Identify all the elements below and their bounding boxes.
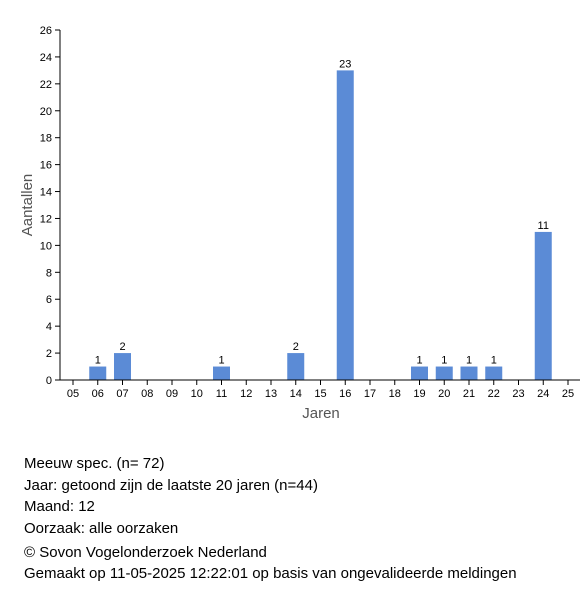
- y-tick-label: 20: [39, 105, 52, 118]
- bar: [287, 353, 304, 380]
- x-tick-label: 21: [462, 388, 476, 400]
- info-block: [24, 453, 318, 539]
- x-tick-label: 19: [413, 388, 426, 400]
- bar-value-label: 1: [441, 354, 448, 367]
- x-tick-label: 24: [537, 388, 550, 400]
- x-tick-label: 16: [339, 388, 352, 400]
- x-tick-label: 20: [438, 388, 451, 400]
- x-tick-label: 05: [66, 388, 80, 400]
- y-tick-label: 6: [45, 294, 52, 307]
- y-tick-label: 0: [45, 375, 52, 387]
- bar: [213, 367, 230, 380]
- bar-labels-group: [95, 58, 549, 366]
- bar-value-label: 1: [465, 354, 473, 367]
- cause-line: Oorzaak: alle oorzaken: [24, 519, 179, 537]
- y-tick-label: 24: [39, 51, 52, 64]
- species-line: Meeuw spec. (n= 72): [24, 455, 165, 472]
- copyright-line: © Sovon Vogelonderzoek Nederland: [24, 544, 267, 561]
- x-tick-label: 22: [487, 388, 500, 400]
- y-tick-label: 12: [39, 213, 52, 226]
- x-tick-label: 08: [141, 388, 154, 400]
- bar-value-label: 1: [218, 354, 225, 367]
- x-tick-label: 25: [561, 388, 575, 400]
- bar: [337, 70, 354, 380]
- bar: [485, 367, 502, 380]
- generated-line: Gemaakt op 11-05-2025 12:22:01 op basis van ongevalideerde meldingen: [24, 565, 517, 582]
- y-tick-label: 14: [39, 186, 52, 199]
- x-tick-label: 17: [363, 388, 377, 400]
- x-tick-label: 06: [91, 388, 104, 400]
- y-tick-label: 2: [45, 348, 52, 361]
- bar-value-label: 23: [339, 58, 352, 71]
- month-line: Maand: 12: [24, 498, 95, 515]
- x-tick-label: 10: [190, 388, 203, 400]
- axes-group: [60, 30, 580, 380]
- y-tick-label: 16: [39, 159, 52, 172]
- x-tick-label: 14: [289, 388, 302, 400]
- bar-value-label: 11: [537, 219, 549, 232]
- bar: [411, 367, 428, 380]
- x-tick-label: 11: [215, 388, 228, 400]
- bar-value-label: 1: [490, 354, 497, 367]
- bar: [114, 353, 131, 380]
- footer-block: [24, 542, 517, 584]
- bar-value-label: 2: [292, 341, 299, 354]
- x-tick-label: 13: [264, 388, 278, 400]
- bar: [89, 367, 106, 380]
- bar-value-label: 1: [94, 354, 101, 367]
- x-tick-label: 12: [240, 388, 253, 400]
- x-tick-label: 07: [116, 388, 129, 400]
- year-line: Jaar: getoond zijn de laatste 20 jaren (n=44): [24, 476, 318, 494]
- bars-group: [89, 70, 552, 380]
- x-tick-label: 15: [314, 388, 327, 400]
- x-axis-title: Jaren: [302, 405, 340, 422]
- x-tick-label: 23: [512, 388, 525, 400]
- bar: [461, 367, 478, 380]
- y-tick-label: 18: [39, 132, 52, 145]
- x-tick-label: 09: [165, 388, 179, 400]
- y-tick-label: 26: [39, 25, 52, 37]
- bar-value-label: 1: [416, 354, 423, 367]
- y-axis-title: Aantallen: [19, 173, 36, 237]
- x-tick-label: 18: [388, 388, 401, 400]
- y-tick-label: 22: [39, 78, 52, 91]
- bar: [535, 232, 552, 380]
- y-tick-label: 10: [39, 240, 52, 253]
- y-tick-label: 8: [45, 267, 52, 280]
- x-ticks-group: [67, 380, 574, 400]
- bar-value-label: 2: [119, 341, 126, 354]
- y-ticks-group: [40, 25, 60, 387]
- y-tick-label: 4: [45, 321, 52, 334]
- bar: [436, 367, 453, 380]
